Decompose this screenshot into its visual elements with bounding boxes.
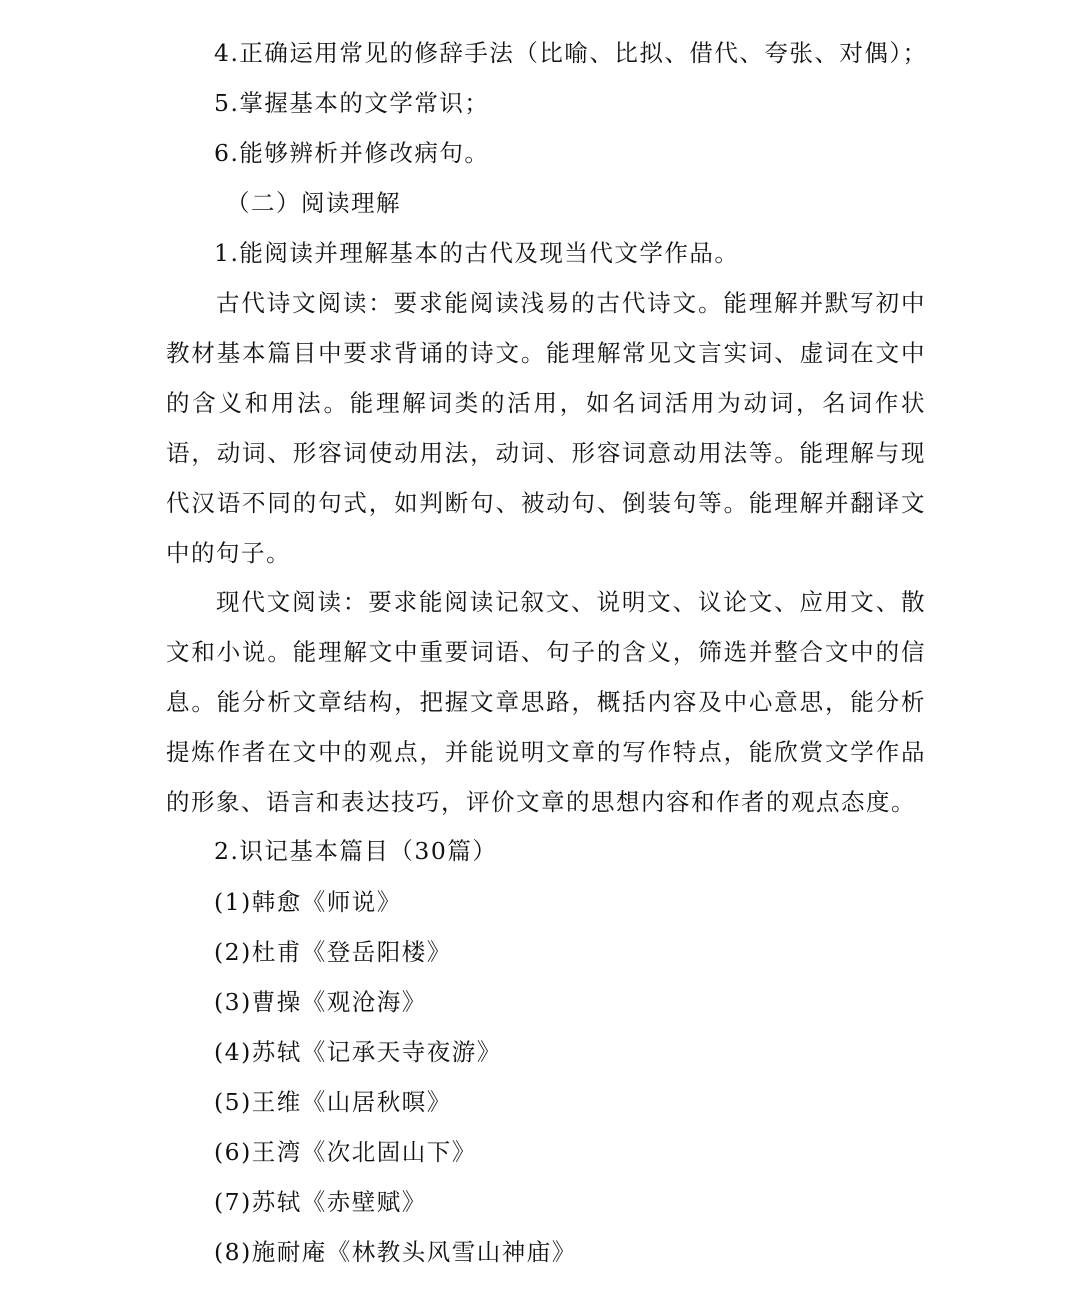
works-heading: 2.识记基本篇目（30篇） bbox=[214, 837, 498, 865]
list-item: (1)韩愈《师说》 bbox=[214, 888, 402, 916]
works-list bbox=[214, 877, 577, 1277]
list-item: (8)施耐庵《林教头风雪山神庙》 bbox=[214, 1238, 577, 1266]
requirement-item-5: 5.掌握基本的文学常识； bbox=[214, 89, 490, 117]
list-item: (6)王湾《次北固山下》 bbox=[214, 1138, 477, 1166]
requirement-item-4: 4.正确运用常见的修辞手法（比喻、比拟、借代、夸张、对偶）； bbox=[214, 39, 928, 67]
modern-reading-paragraph: 现代文阅读：要求能阅读记叙文、说明文、议论文、应用文、散文和小说。能理解文中重要词语、句子的含义，筛选并整合文中的信息。能分析文章结构，把握文章思路，概括内容及中心意思，能分析提炼作者在文中的观点，并能说明文章的写作特点，能欣赏文学作品的形象、语言和表达技巧，评价文章的思想内容和作者的观点态度。 bbox=[166, 588, 926, 816]
list-item: (5)王维《山居秋暝》 bbox=[214, 1088, 452, 1116]
requirement-item-6: 6.能够辨析并修改病句。 bbox=[214, 139, 490, 167]
reading-item-1: 1.能阅读并理解基本的古代及现当代文学作品。 bbox=[214, 239, 740, 267]
list-item: (7)苏轼《赤壁赋》 bbox=[214, 1188, 427, 1216]
list-item: (2)杜甫《登岳阳楼》 bbox=[214, 938, 452, 966]
classical-reading-paragraph: 古代诗文阅读：要求能阅读浅易的古代诗文。能理解并默写初中教材基本篇目中要求背诵的诗文。能理解常见文言实词、虚词在文中的含义和用法。能理解词类的活用，如名词活用为动词，名词作状语，动词、形容词使动用法，动词、形容词意动用法等。能理解与现代汉语不同的句式，如判断句、被动句、倒装句等。能理解并翻译文中的句子。 bbox=[166, 289, 926, 567]
section-heading: （二）阅读理解 bbox=[226, 189, 401, 217]
list-item: (3)曹操《观沧海》 bbox=[214, 988, 427, 1016]
list-item: (4)苏轼《记承天寺夜游》 bbox=[214, 1038, 502, 1066]
